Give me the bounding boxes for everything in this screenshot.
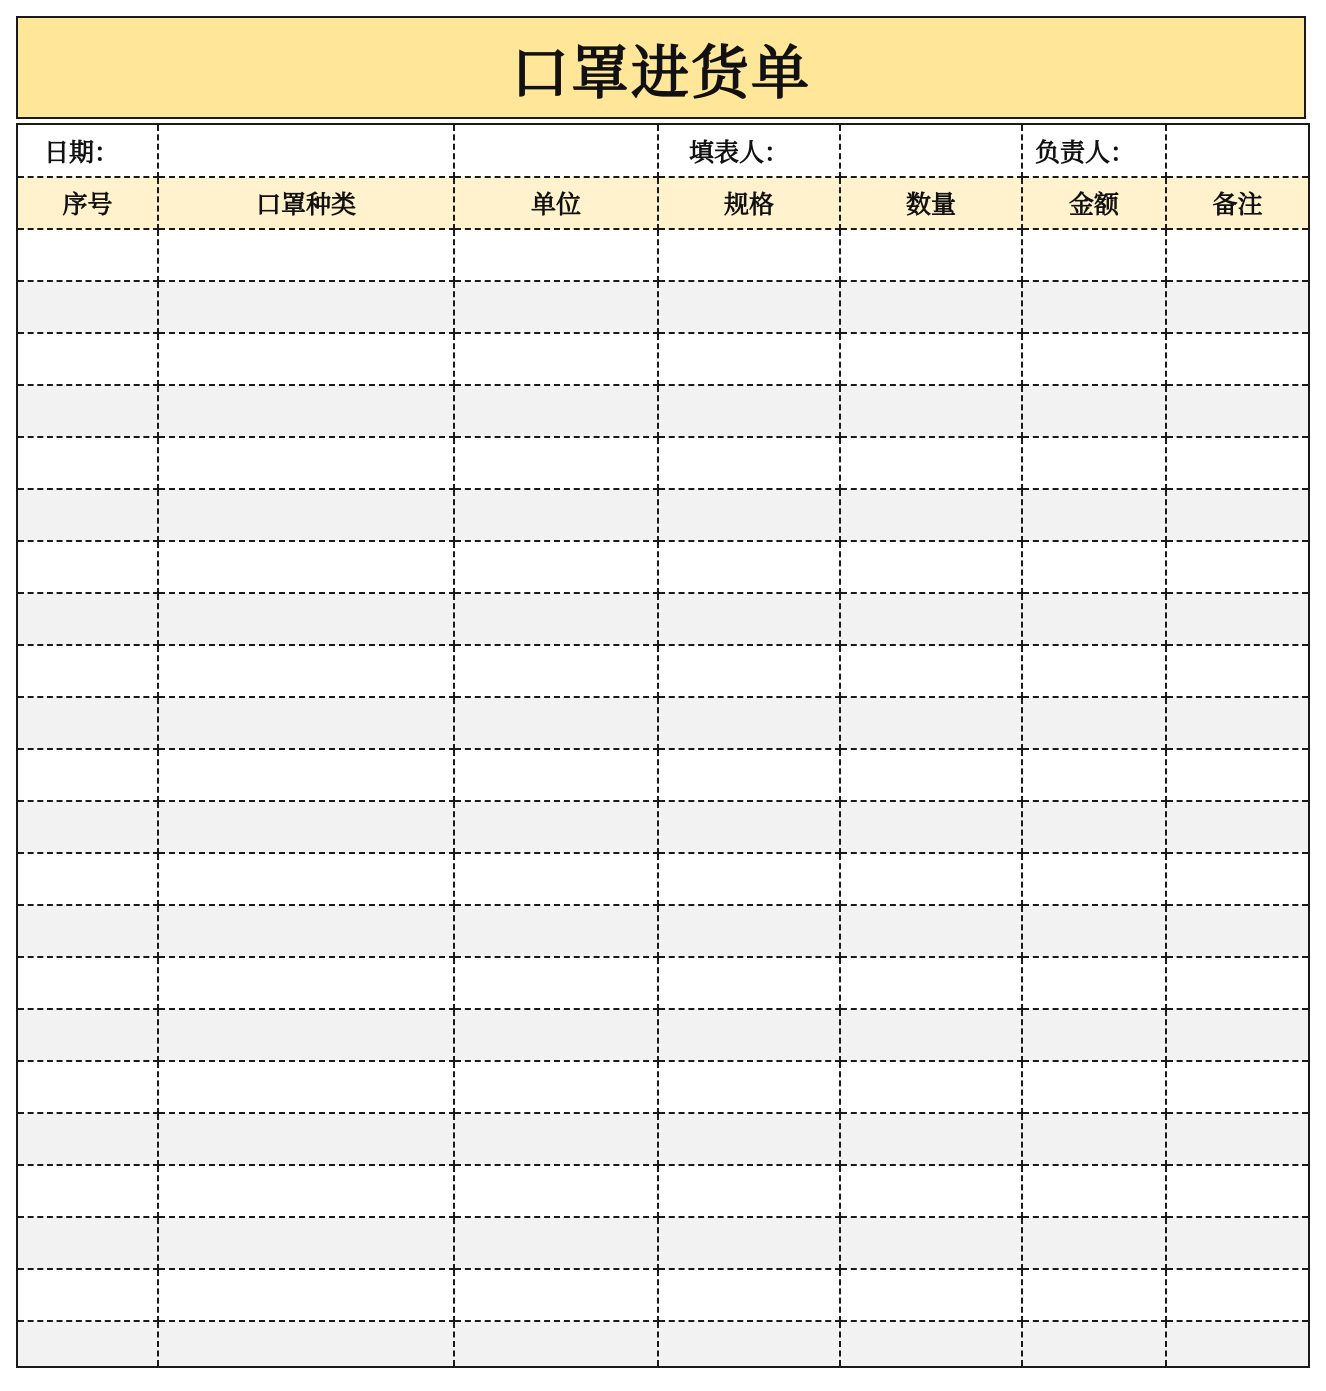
table-cell[interactable]: [158, 1165, 454, 1217]
table-cell[interactable]: [158, 437, 454, 489]
table-cell[interactable]: [840, 1165, 1022, 1217]
table-row: [17, 749, 1309, 801]
table-cell[interactable]: [840, 489, 1022, 541]
table-cell[interactable]: [658, 645, 840, 697]
column-header-quantity: 数量: [840, 177, 1022, 229]
table-cell[interactable]: [17, 1009, 158, 1061]
table-cell[interactable]: [454, 801, 658, 853]
column-header-unit: 单位: [454, 177, 658, 229]
table-cell[interactable]: [840, 437, 1022, 489]
table-row: [17, 853, 1309, 905]
table-cell[interactable]: [454, 1113, 658, 1165]
table-row: [17, 541, 1309, 593]
table-cell[interactable]: [1166, 1269, 1309, 1321]
table-row: [17, 1061, 1309, 1113]
table-cell[interactable]: [454, 1009, 658, 1061]
table-cell[interactable]: [840, 853, 1022, 905]
table-cell[interactable]: [840, 281, 1022, 333]
table-cell[interactable]: [840, 905, 1022, 957]
table-cell[interactable]: [17, 541, 158, 593]
table-cell[interactable]: [840, 749, 1022, 801]
column-header-remark: 备注: [1166, 177, 1309, 229]
table-cell[interactable]: [840, 1061, 1022, 1113]
order-sheet: [16, 16, 1308, 1374]
table-row: [17, 1269, 1309, 1321]
table-cell[interactable]: [658, 1009, 840, 1061]
table-cell[interactable]: [17, 749, 158, 801]
table-cell[interactable]: [1022, 385, 1166, 437]
table-cell[interactable]: [1166, 749, 1309, 801]
table-cell[interactable]: [1022, 1009, 1166, 1061]
table-cell[interactable]: [1022, 645, 1166, 697]
table-cell[interactable]: [1166, 1009, 1309, 1061]
table-cell[interactable]: [17, 281, 158, 333]
table-cell[interactable]: [17, 905, 158, 957]
table-cell[interactable]: [17, 437, 158, 489]
table-cell[interactable]: [158, 281, 454, 333]
table-cell[interactable]: [840, 229, 1022, 281]
table-cell[interactable]: [1166, 541, 1309, 593]
table-row: [17, 905, 1309, 957]
table-cell[interactable]: [158, 1113, 454, 1165]
table-cell[interactable]: [658, 697, 840, 749]
table-row: [17, 801, 1309, 853]
table-cell[interactable]: [658, 1165, 840, 1217]
table-cell[interactable]: [658, 593, 840, 645]
table-cell[interactable]: [1022, 1113, 1166, 1165]
table-cell[interactable]: [1166, 1061, 1309, 1113]
table-cell[interactable]: [454, 1217, 658, 1269]
table-cell[interactable]: [658, 281, 840, 333]
table-cell[interactable]: [454, 853, 658, 905]
table-cell[interactable]: [17, 1321, 158, 1367]
table-cell[interactable]: [17, 1113, 158, 1165]
table-cell[interactable]: [1022, 437, 1166, 489]
table-cell[interactable]: [158, 749, 454, 801]
table-cell[interactable]: [1022, 905, 1166, 957]
table-row: [17, 593, 1309, 645]
table-cell[interactable]: [1022, 801, 1166, 853]
table-cell[interactable]: [658, 1061, 840, 1113]
table-cell[interactable]: [1166, 1113, 1309, 1165]
table-cell[interactable]: [454, 593, 658, 645]
table-cell[interactable]: [1166, 697, 1309, 749]
table-cell[interactable]: [17, 385, 158, 437]
table-cell[interactable]: [454, 333, 658, 385]
manager-value-cell[interactable]: [1166, 124, 1309, 177]
table-cell[interactable]: [1022, 1321, 1166, 1367]
table-cell[interactable]: [158, 801, 454, 853]
table-cell[interactable]: [158, 1269, 454, 1321]
table-cell[interactable]: [454, 385, 658, 437]
table-cell[interactable]: [658, 1217, 840, 1269]
table-cell[interactable]: [158, 489, 454, 541]
table-row: [17, 957, 1309, 1009]
table-cell[interactable]: [454, 1321, 658, 1367]
table-row: [17, 281, 1309, 333]
table-cell[interactable]: [1166, 437, 1309, 489]
table-cell[interactable]: [658, 853, 840, 905]
table-cell[interactable]: [17, 489, 158, 541]
table-cell[interactable]: [840, 333, 1022, 385]
table-cell[interactable]: [17, 957, 158, 1009]
header-row: [17, 177, 1309, 229]
table-cell[interactable]: [658, 489, 840, 541]
table-cell[interactable]: [1022, 593, 1166, 645]
table-row: [17, 229, 1309, 281]
table-cell[interactable]: [658, 333, 840, 385]
table-row: [17, 1165, 1309, 1217]
table-cell[interactable]: [1022, 1217, 1166, 1269]
column-header-mask-type: 口罩种类: [158, 177, 454, 229]
table-cell[interactable]: [1166, 1165, 1309, 1217]
table-cell[interactable]: [454, 749, 658, 801]
table-cell[interactable]: [158, 645, 454, 697]
table-cell[interactable]: [658, 749, 840, 801]
page-title: 口罩进货单: [510, 38, 811, 107]
table-cell[interactable]: [454, 697, 658, 749]
table-cell[interactable]: [1022, 281, 1166, 333]
table-row: [17, 1321, 1309, 1367]
table-cell[interactable]: [158, 1009, 454, 1061]
table-row: [17, 645, 1309, 697]
table-row: [17, 437, 1309, 489]
table-cell[interactable]: [840, 1217, 1022, 1269]
table-cell[interactable]: [658, 801, 840, 853]
table-cell[interactable]: [658, 905, 840, 957]
table-cell[interactable]: [454, 229, 658, 281]
table-cell[interactable]: [17, 1269, 158, 1321]
table-cell[interactable]: [158, 385, 454, 437]
table-cell[interactable]: [158, 1061, 454, 1113]
table-cell[interactable]: [840, 1321, 1022, 1367]
table-cell[interactable]: [17, 1217, 158, 1269]
table-cell[interactable]: [17, 801, 158, 853]
table-cell[interactable]: [454, 957, 658, 1009]
table-cell[interactable]: [158, 229, 454, 281]
table-cell[interactable]: [658, 957, 840, 1009]
filler-value-cell[interactable]: [840, 124, 1022, 177]
table-cell[interactable]: [17, 593, 158, 645]
table-cell[interactable]: [1022, 1165, 1166, 1217]
table-cell[interactable]: [658, 437, 840, 489]
table-row: [17, 385, 1309, 437]
date-value-cell[interactable]: [158, 124, 454, 177]
title-bar: [16, 16, 1306, 119]
table-cell[interactable]: [1022, 541, 1166, 593]
table-row: [17, 697, 1309, 749]
table-cell[interactable]: [1166, 385, 1309, 437]
table-cell[interactable]: [17, 1165, 158, 1217]
table-row: [17, 1009, 1309, 1061]
filler-label: 填表人：: [658, 124, 840, 177]
column-header-spec: 规格: [658, 177, 840, 229]
table-cell[interactable]: [840, 385, 1022, 437]
table-cell[interactable]: [454, 541, 658, 593]
table-cell[interactable]: [840, 697, 1022, 749]
table-row: [17, 1217, 1309, 1269]
table-cell[interactable]: [17, 853, 158, 905]
table-cell[interactable]: [658, 541, 840, 593]
table-cell[interactable]: [1166, 489, 1309, 541]
table-cell[interactable]: [454, 281, 658, 333]
table-cell[interactable]: [454, 437, 658, 489]
table-cell[interactable]: [840, 1009, 1022, 1061]
table-cell[interactable]: [840, 1269, 1022, 1321]
table-row: [17, 333, 1309, 385]
table-cell[interactable]: [1166, 801, 1309, 853]
column-header-index: 序号: [17, 177, 158, 229]
table-cell[interactable]: [840, 957, 1022, 1009]
table-cell[interactable]: [1166, 853, 1309, 905]
table-cell[interactable]: [454, 1061, 658, 1113]
table-cell[interactable]: [1022, 853, 1166, 905]
table-cell[interactable]: [1166, 281, 1309, 333]
table-row: [17, 1113, 1309, 1165]
table-cell[interactable]: [454, 645, 658, 697]
table-cell[interactable]: [658, 1321, 840, 1367]
table-cell[interactable]: [1022, 697, 1166, 749]
table-cell[interactable]: [454, 905, 658, 957]
column-header-amount: 金额: [1022, 177, 1166, 229]
table-cell[interactable]: [158, 333, 454, 385]
table-cell[interactable]: [1022, 333, 1166, 385]
table-cell[interactable]: [1022, 957, 1166, 1009]
table-cell[interactable]: [158, 1321, 454, 1367]
table-cell[interactable]: [17, 697, 158, 749]
table-cell[interactable]: [1166, 645, 1309, 697]
table-cell[interactable]: [1022, 1061, 1166, 1113]
table-cell[interactable]: [1166, 905, 1309, 957]
table-cell[interactable]: [454, 489, 658, 541]
table-cell[interactable]: [17, 1061, 158, 1113]
table-row: [17, 489, 1309, 541]
table-cell[interactable]: [658, 385, 840, 437]
table-cell[interactable]: [658, 229, 840, 281]
table-cell[interactable]: [158, 905, 454, 957]
table-cell[interactable]: [840, 645, 1022, 697]
table-cell[interactable]: [1166, 1321, 1309, 1367]
table-cell[interactable]: [158, 541, 454, 593]
table-cell[interactable]: [840, 801, 1022, 853]
table-cell[interactable]: [840, 541, 1022, 593]
table-cell[interactable]: [1022, 1269, 1166, 1321]
table-cell[interactable]: [1022, 489, 1166, 541]
table-cell[interactable]: [840, 593, 1022, 645]
table-cell[interactable]: [658, 1269, 840, 1321]
table-cell[interactable]: [1166, 229, 1309, 281]
table-cell[interactable]: [840, 1113, 1022, 1165]
info-row: [17, 124, 1309, 177]
table-cell[interactable]: [158, 957, 454, 1009]
table-cell[interactable]: [1166, 1217, 1309, 1269]
table-cell[interactable]: [17, 333, 158, 385]
table-cell[interactable]: [1166, 593, 1309, 645]
table-cell[interactable]: [1166, 957, 1309, 1009]
table-cell[interactable]: [158, 1217, 454, 1269]
date-extra-cell[interactable]: [454, 124, 658, 177]
table-cell[interactable]: [158, 593, 454, 645]
table-cell[interactable]: [1022, 749, 1166, 801]
manager-label: 负责人：: [1022, 124, 1166, 177]
table-cell[interactable]: [1166, 333, 1309, 385]
table-cell[interactable]: [17, 645, 158, 697]
table-cell[interactable]: [158, 853, 454, 905]
table-cell[interactable]: [454, 1269, 658, 1321]
table-cell[interactable]: [454, 1165, 658, 1217]
table-cell[interactable]: [1022, 229, 1166, 281]
order-table: [16, 123, 1310, 1368]
table-cell[interactable]: [158, 697, 454, 749]
table-cell[interactable]: [17, 229, 158, 281]
date-label: 日期：: [17, 124, 158, 177]
table-cell[interactable]: [658, 1113, 840, 1165]
